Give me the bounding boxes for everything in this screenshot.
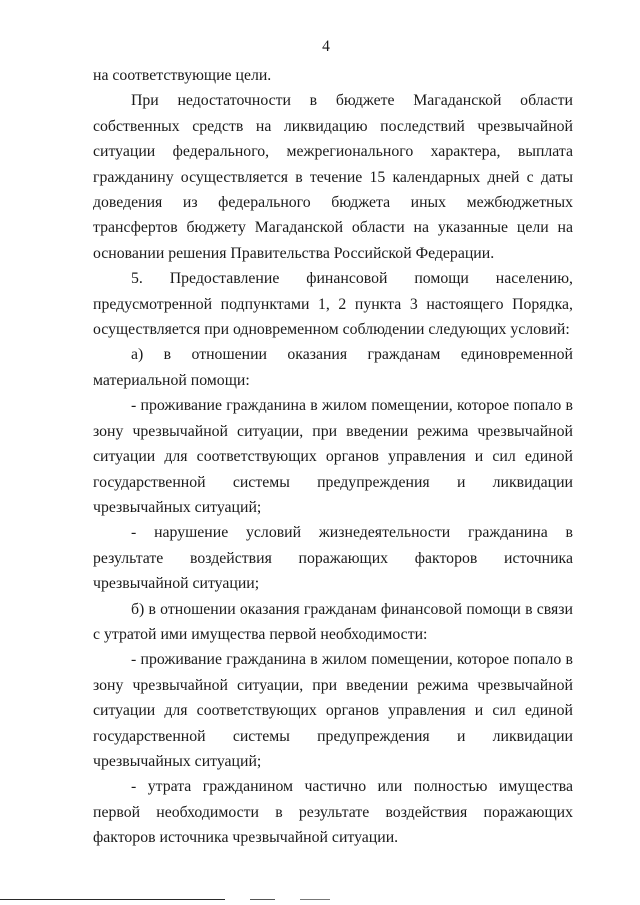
list-item-residence-b: - проживание гражданина в жилом помещении, которое попало в зону чрезвычайной ситуации, при введении режима чрезвычайной ситуации для соответствующих органов управления и сил единой государственной системы предупреждения и ликвидации чрезвычайных ситуаций; [93,651,573,770]
list-item-living-conditions: - нарушение условий жизнедеятельности гражданина в результате воздействия поражающих факторов источника чрезвычайной ситуации; [93,524,573,593]
document-body [93,63,573,851]
paragraph-subitem-a: а) в отношении оказания гражданам единовременной материальной помощи: [93,346,573,389]
paragraph-continuation: на соответствующие цели. [93,67,272,84]
scan-bottom-edge [0,899,345,900]
list-item-residence-a: - проживание гражданина в жилом помещении, которое попало в зону чрезвычайной ситуации, при введении режима чрезвычайной ситуации для соответствующих органов управления и сил единой государственной системы предупреждения и ликвидации чрезвычайных ситуаций; [93,397,573,516]
paragraph-subitem-b: б) в отношении оказания гражданам финансовой помощи в связи с утратой ими имущества первой необходимости: [93,600,573,643]
page-number: 4 [322,38,330,55]
paragraph-item-5: 5. Предоставление финансовой помощи населению, предусмотренной подпунктами 1, 2 пункта 3 настоящего Порядка, осуществляется при одновременном соблюдении следующих условий: [93,270,573,339]
list-item-property-loss: - утрата гражданином частично или полностью имущества первой необходимости в результате воздействия поражающих факторов источника чрезвычайной ситуации. [93,778,573,847]
paragraph-budget-insufficiency: При недостаточности в бюджете Магаданской области собственных средств на ликвидацию последствий чрезвычайной ситуации федерального, межрегионального характера, выплата гражданину осуществляется в течение 15 календарных дней с даты доведения из федерального бюджета иных межбюджетных трансфертов бюджету Магаданской области на указанные цели на основании решения Правительства Российской Федерации. [93,92,573,262]
